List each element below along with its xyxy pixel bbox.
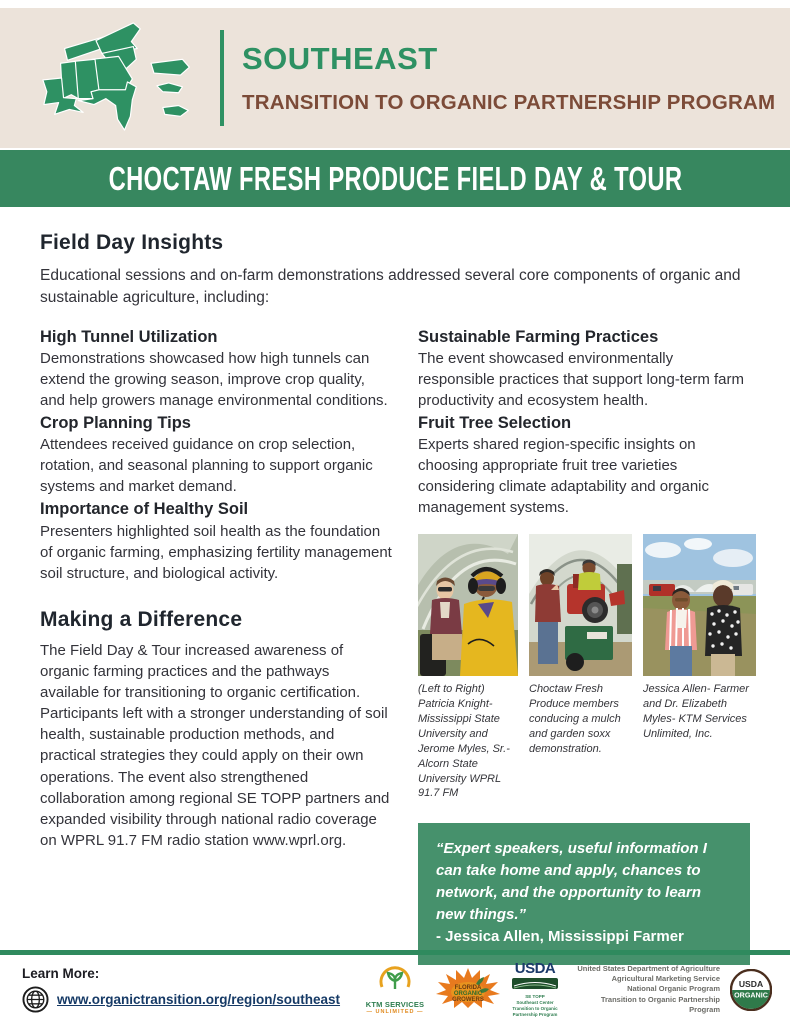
testimonial-quote xyxy=(418,823,750,965)
setopp-line: SE TOPP xyxy=(525,994,545,1000)
quote-text: “Expert speakers, useful information I can take home and apply, chances to network, and the opportunity to learn new things.” xyxy=(436,840,707,924)
usda-setopp-logo xyxy=(510,961,560,1017)
gov-line: Transition to Organic Partnership Program xyxy=(600,994,720,1014)
learn-more-link[interactable]: www.organictransition.org/region/southeast xyxy=(57,992,341,1007)
section-body: Experts shared region-specific insights on choosing appropriate fruit tree varieties considering climate adaptability and organic management systems. xyxy=(418,436,710,517)
left-column xyxy=(40,326,392,966)
difference-heading: Making a Difference xyxy=(40,607,243,631)
ktm-name: KTM SERVICES xyxy=(365,999,425,1009)
section-heading: High Tunnel Utilization xyxy=(40,327,218,346)
photo-two-farmers xyxy=(643,534,756,676)
footer xyxy=(0,950,790,1024)
photo-mulch-demo xyxy=(529,534,632,676)
right-column xyxy=(418,326,750,966)
ktm-sub: — UNLIMITED — xyxy=(366,1008,424,1015)
svg-text:USDA: USDA xyxy=(738,978,764,989)
usda-wordmark: USDA xyxy=(514,960,556,978)
florida-organic-growers-logo xyxy=(436,966,500,1013)
setopp-line: Southeast Center xyxy=(516,1000,554,1006)
section-heading: Sustainable Farming Practices xyxy=(418,327,659,346)
section-body: Presenters highlighted soil health as the foundation of organic farming, emphasizing fertility management soil structure, and biological activity. xyxy=(40,522,392,582)
gov-line: United States Department of Agriculture xyxy=(577,964,720,974)
svg-text:ORGANIC: ORGANIC xyxy=(734,991,768,1000)
globe-icon xyxy=(22,986,49,1013)
main-content xyxy=(0,207,790,950)
event-banner-title: CHOCTAW FRESH PRODUCE FIELD DAY & TOUR xyxy=(108,159,682,197)
header-divider xyxy=(220,30,224,126)
learn-more-label: Learn More: xyxy=(22,966,100,981)
gov-line: National Organic Program xyxy=(627,984,720,994)
setopp-line: Partnership Program xyxy=(512,1011,558,1017)
program-title: TRANSITION TO ORGANIC PARTNERSHIP PROGRAM xyxy=(242,91,776,114)
event-banner xyxy=(0,150,790,207)
section-heading: Importance of Healthy Soil xyxy=(40,500,249,519)
partner-logos xyxy=(364,961,772,1017)
photo-caption: (Left to Right) Patricia Knight- Mississippi State University and Jerome Myles, Sr.- Alcorn State University WPRL 91.7 FM xyxy=(418,683,510,800)
section-heading: Crop Planning Tips xyxy=(40,414,191,433)
photo-caption: Jessica Allen- Farmer and Dr. Elizabeth Myles- KTM Services Unlimited, Inc. xyxy=(643,683,749,740)
svg-text:FLORIDA: FLORIDA xyxy=(454,985,482,991)
setopp-line: Transition to Organic xyxy=(512,1006,558,1011)
difference-body: The Field Day & Tour increased awareness of organic farming practices and the pathways available for transitioning to organic certification. Participants left with a stronger understanding of soil health, sustainable production methods, and practical strategies they could apply on their own operations. The event also strengthened collaboration among regional SE TOPP partners and expanded visibility through national radio coverage on WPRL 91.7 FM radio station www.wprl.org. xyxy=(40,641,390,849)
quote-attribution: - Jessica Allen, Mississippi Farmer xyxy=(436,928,684,946)
usda-program-text xyxy=(570,964,720,1015)
gov-line: Agricultural Marketing Service xyxy=(611,974,720,984)
svg-text:GROWERS: GROWERS xyxy=(452,997,484,1003)
section-body: Attendees received guidance on crop selection, rotation, and seasonal planning to support organic systems and market demand. xyxy=(40,436,373,496)
photo-row xyxy=(418,534,750,801)
photo-caption: Choctaw Fresh Produce members conducing a mulch and garden soxx demonstration. xyxy=(529,683,621,755)
svg-text:ORGANIC: ORGANIC xyxy=(453,991,483,997)
usda-organic-seal xyxy=(730,969,772,1011)
header xyxy=(0,8,790,148)
region-title: SOUTHEAST xyxy=(242,41,438,76)
southeast-map-icon xyxy=(28,18,218,138)
insights-intro: Educational sessions and on-farm demonstrations addressed several core components of organic and sustainable agriculture, including: xyxy=(40,267,741,307)
section-heading: Fruit Tree Selection xyxy=(418,414,572,433)
photo-radio-interview xyxy=(418,534,518,676)
section-body: Demonstrations showcased how high tunnels can extend the growing season, improve crop quality, and help growers manage environmental conditions. xyxy=(40,350,388,410)
section-body: The event showcased environmentally responsible practices that support long-term farm productivity and ecosystem health. xyxy=(418,350,744,410)
insights-heading: Field Day Insights xyxy=(40,231,224,254)
ktm-services-logo xyxy=(364,965,426,1015)
